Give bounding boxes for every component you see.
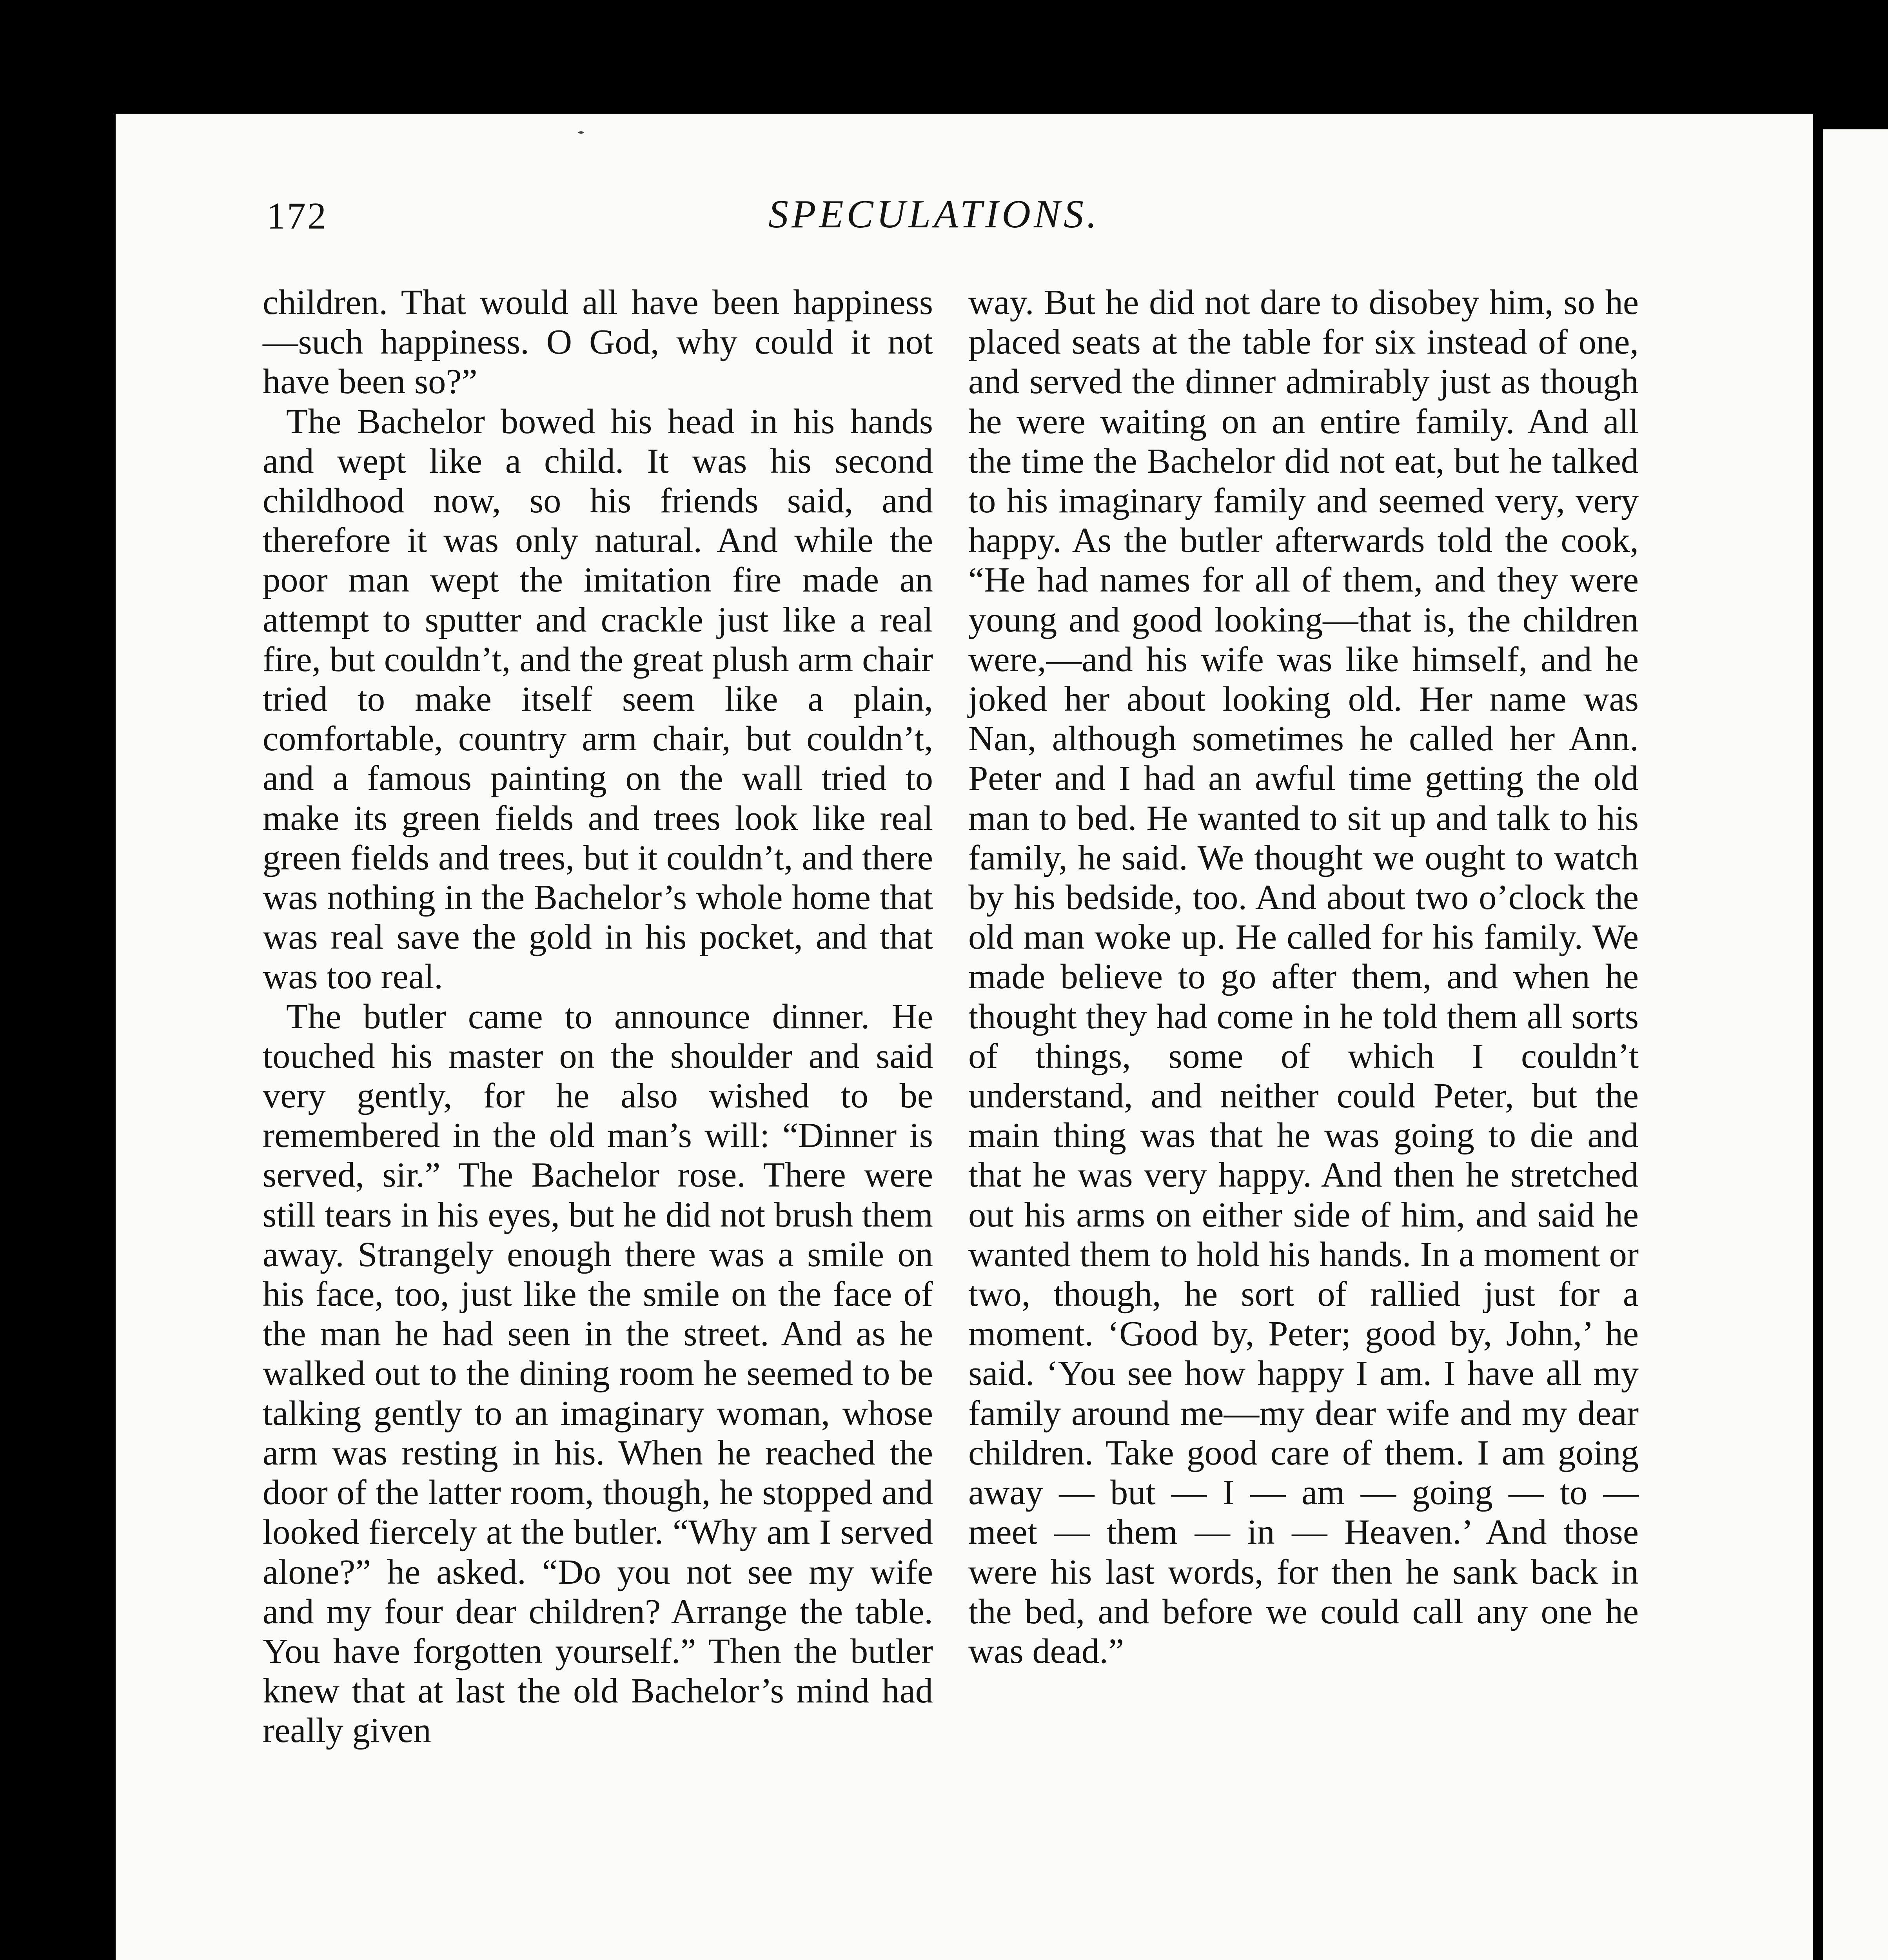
right-paragraph-1: way. But he did not dare to disobey him, so he placed seats at the table for six instead of one, and served the dinner admirably just as though he were waiting on an entire family. And all the time the Bachelor did not eat, but he talked to his imaginary family and seemed very, very happy. As the butler afterwards told the cook, “He had names for all of them, and they were young and good looking—that is, the children were,—and his wife was like himself, and he joked her about looking old. Her name was Nan, although sometimes he called her Ann. Peter and I had an awful time getting the old man to bed. He wanted to sit up and talk to his family, he said. We thought we ought to watch by his bedside, too. And about two o’clock the old man woke up. He called for his family. We made believe to go after them, and when he thought they had come in he told them all sorts of things, some of which I couldn’t understand, and neither could Peter, but the main thing was that he was going to die and that he was very happy. And then he stretched out his arms on either side of him, and said he wanted them to hold his hands. In a moment or two, though, he sort of rallied just for a moment. ‘Good by, Peter; good by, John,’ he said. ‘You see how happy I am. I have all my family around me—my dear wife and my dear children. Take good care of them. I am going away — but — I — am — going — to — meet — them — in — Heaven.’ And those were his last words, for then he sank back in the bed, and before we could call any one he was dead.” (968, 282, 1639, 1671)
page-number: 172 (267, 195, 328, 237)
page-gutter (1813, 114, 1823, 1960)
left-paragraph-2: The Bachelor bowed his head in his hands and wept like a child. It was his second childhood now, so his friends said, and therefore it was only natural. And while the poor man wept the imitation fire made an attempt to sputter and crackle just like a real fire, but couldn’t, and the great plush arm chair tried to make itself seem like a plain, comfortable, country arm chair, but couldn’t, and a famous painting on the wall tried to make its green fields and trees look like real green fields and trees, but it couldn’t, and there was nothing in the Bachelor’s whole home that was real save the gold in his pocket, and that was too real. (263, 401, 933, 996)
facing-page-edge (1823, 129, 1888, 1960)
left-paragraph-3: The butler came to announce dinner. He touched his master on the shoulder and said very gently, for he also wished to be remembered in the old man’s will: “Dinner is served, sir.” The Bachelor rose. There were still tears in his eyes, but he did not brush them away. Strangely enough there was a smile on his face, too, just like the smile on the face of the man he had seen in the street. And as he walked out to the dining room he seemed to be talking gently to an imaginary woman, whose arm was resting in his. When he reached the door of the latter room, though, he stopped and looked fiercely at the butler. “Why am I served alone?” he asked. “Do you not see my wife and my four dear children? Arrange the table. You have forgotten yourself.” Then the butler knew that at last the old Bachelor’s mind had really given (263, 996, 933, 1750)
left-column (263, 282, 933, 1750)
scan-speck (578, 131, 584, 134)
running-head: SPECULATIONS. (768, 192, 1100, 236)
right-column (968, 282, 1639, 1671)
left-paragraph-1: children. That would all have been happiness—such happiness. O God, why could it not have been so?” (263, 282, 933, 401)
